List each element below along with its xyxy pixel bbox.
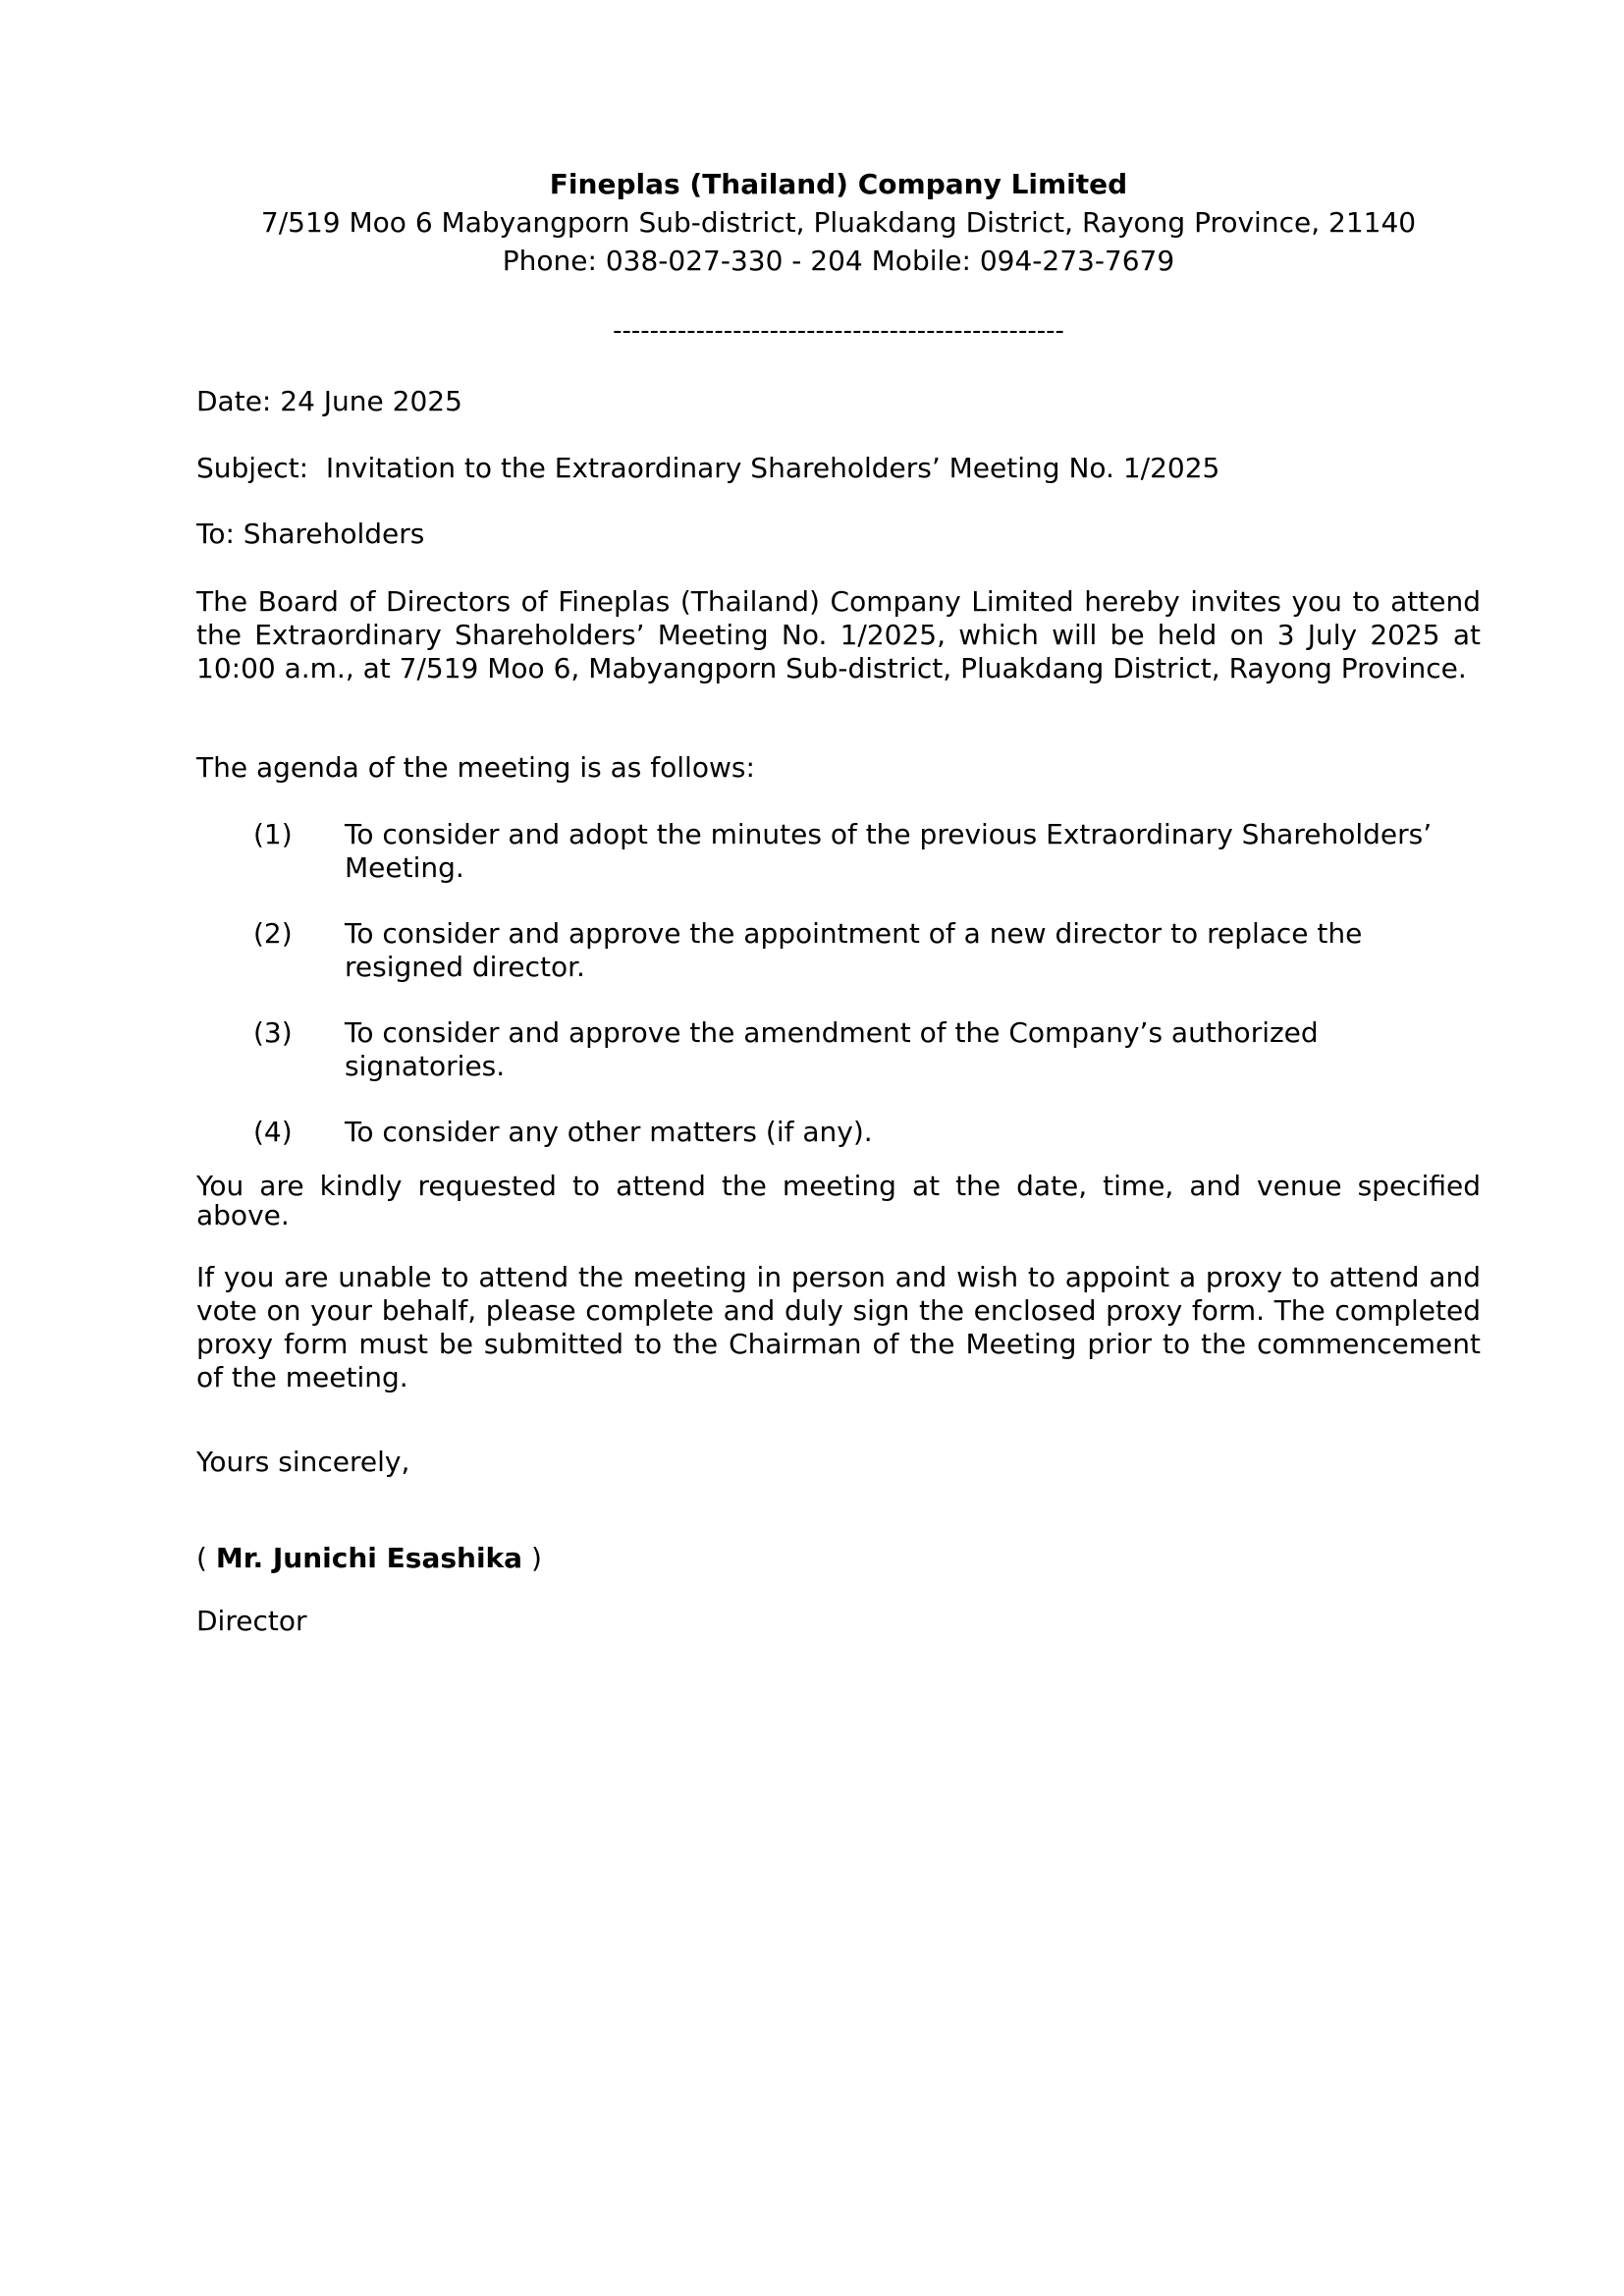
signatory-close-paren: )	[522, 1542, 542, 1574]
intro-paragraph: The Board of Directors of Fineplas (Thailand) Company Limited hereby invites you to attend the Extraordinary Shareholders’ Meeting No. 1/2025, which will be held on 3 July 2025 at 10:00 a.m., at 7/519 Moo 6, Mabyangporn Sub-district, Pluakdang District, Rayong Province.	[196, 585, 1481, 684]
letterhead	[196, 165, 1481, 280]
company-phone: Phone: 038-027-330 - 204 Mobile: 094-273-7679	[502, 245, 1175, 277]
agenda-item	[253, 1016, 1481, 1083]
agenda-text: To consider and approve the amendment of the Company’s authorized signatories.	[345, 1016, 1319, 1082]
closing-salutation: Yours sincerely,	[196, 1446, 410, 1478]
agenda-text: To consider and adopt the minutes of the previous Extraordinary Shareholders’ Meeting.	[345, 818, 1433, 884]
agenda-intro: The agenda of the meeting is as follows:	[196, 751, 755, 784]
agenda-number: (3)	[253, 1016, 293, 1049]
letter-subject: Subject: Invitation to the Extraordinary Shareholders’ Meeting No. 1/2025	[196, 452, 1220, 484]
agenda-text: To consider and approve the appointment of a new director to replace the resigned director.	[345, 917, 1363, 983]
agenda-text: To consider any other matters (if any).	[345, 1116, 873, 1148]
agenda-item	[253, 917, 1481, 984]
letter-recipient: To: Shareholders	[196, 518, 425, 550]
signatory-name-text: Mr. Junichi Esashika	[215, 1542, 523, 1574]
agenda-number: (2)	[253, 917, 293, 950]
request-paragraph: You are kindly requested to attend the meeting at the date, time, and venue specified above.	[196, 1170, 1481, 1231]
company-address: 7/519 Moo 6 Mabyangporn Sub-district, Pluakdang District, Rayong Province, 21140	[260, 206, 1417, 239]
agenda-item	[253, 1116, 1481, 1149]
proxy-paragraph: If you are unable to attend the meeting in person and wish to appoint a proxy to attend and vote on your behalf, please complete and duly sign the enclosed proxy form. The completed proxy form must be submitted to the Chairman of the Meeting prior to the commencement of the meeting.	[196, 1261, 1481, 1394]
company-name: Fineplas (Thailand) Company Limited	[549, 168, 1128, 200]
agenda-number: (4)	[253, 1116, 293, 1148]
header-divider: -------------------------------------------------	[613, 316, 1064, 346]
signatory-name	[196, 1542, 542, 1575]
signatory-title: Director	[196, 1605, 307, 1637]
signatory-open-paren: (	[196, 1542, 216, 1574]
agenda-item	[253, 818, 1481, 885]
agenda-number: (1)	[253, 818, 293, 850]
letter-date: Date: 24 June 2025	[196, 385, 462, 417]
